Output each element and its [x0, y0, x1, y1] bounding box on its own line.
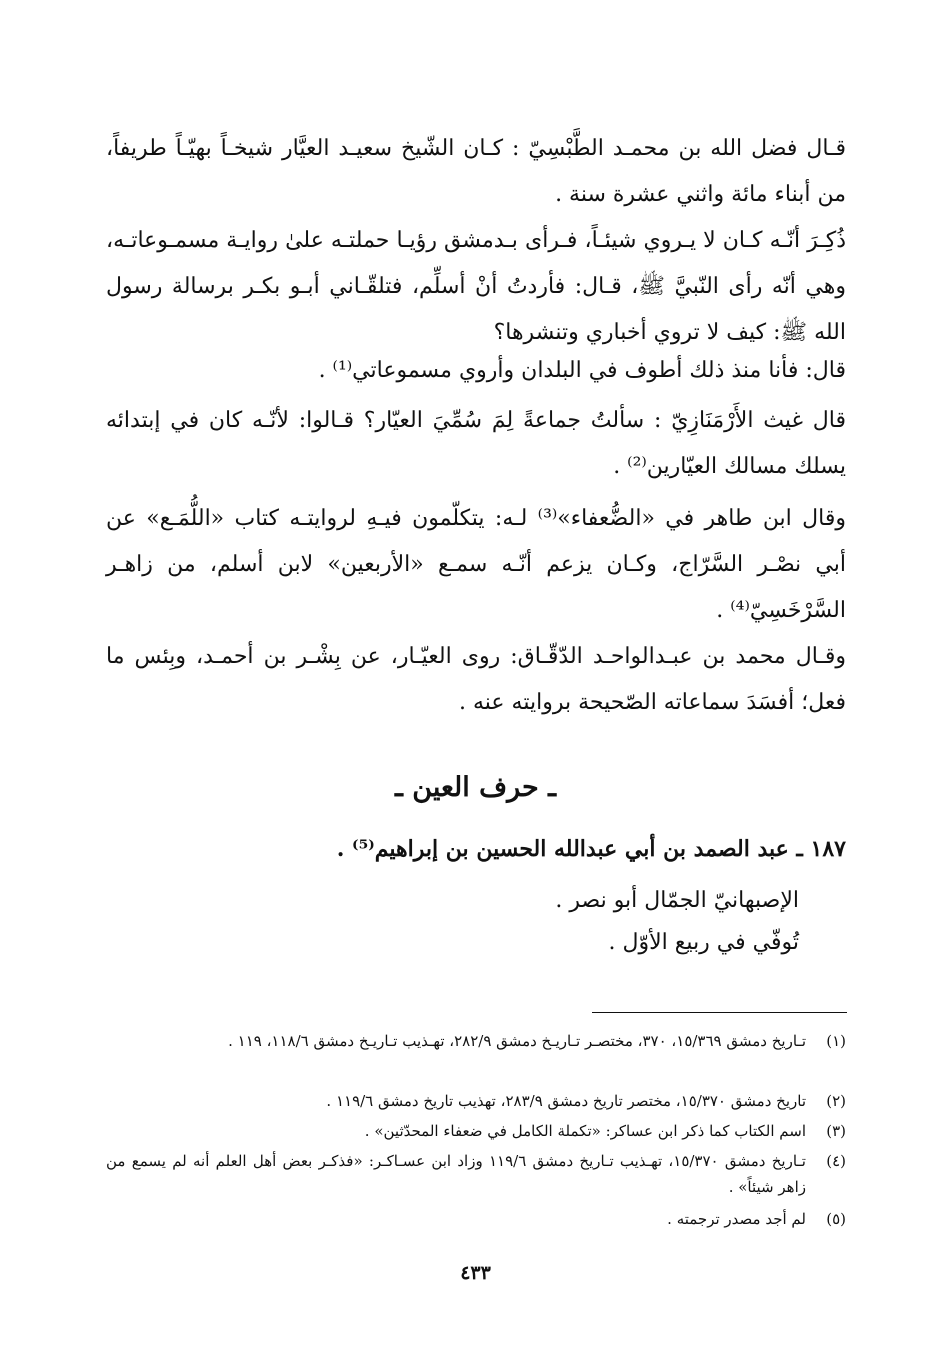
footnote-number: (١): [826, 1032, 846, 1050]
footnote-3: [106, 1118, 846, 1144]
paragraph-ghayth-armanazi: قال غيث الأَرْمَنَازِيّ : سألتُ جماعةً لِمَ سُمِّيَ العيّار؟ قـالوا: لأنّـه كان في إبتدائه يسلك مسالك العيّارين⁽²⁾ .: [106, 408, 846, 479]
footnote-number: (٣): [826, 1122, 846, 1140]
footnote-1: [106, 1028, 846, 1054]
footnote-text: تـاريخ دمشق ١٥/٣٧٠، تهـذيب تـاريخ دمشق ١١٩/٦ وزاد ابن عسـاكـر: «فذكـر بعض أهل العلم أنه لم يسمع من زاهر شيئاً» .: [106, 1152, 806, 1196]
paragraph-ibn-tahir: وقال ابن طاهر في «الضُّعفاء»⁽³⁾ لـه: يتكلّمون فيـهِ لروايتـه كتاب «اللُّمَـع» عن أبي نصْـر السَّرّاج، وكـان يزعم أنّـه سمـع «الأربعين» لابن أسلم، من زاهـر السَّرْخَسِيّ⁽⁴⁾ .: [106, 506, 846, 623]
footnote-4: [106, 1148, 846, 1200]
paragraph-travel: قال: فأنا منذ ذلك أطوف في البلدان وأروي مسموعاتي⁽¹⁾ .: [318, 358, 846, 383]
entry-187-title: ١٨٧ ـ عبد الصمد بن أبي عبدالله الحسين بن إبراهيم⁽⁵⁾ .: [336, 836, 846, 862]
entry-187-nisba: الإصبهانيّ الجمّال أبو نصر .: [555, 888, 799, 913]
footnote-text: لم أجد مصدر ترجمته .: [667, 1210, 806, 1228]
footnote-number: (٥): [826, 1210, 846, 1228]
footnote-5: [106, 1206, 846, 1232]
paragraph-fadl-allah: قـال فضل الله بن محمـد الطَّبْسِيّ : كـان الشّيخ سعيـد العيَّار شيخـاً بهيّـاً طريفاً، من أبناء مائة واثني عشرة سنة .: [106, 136, 846, 207]
footnote-text: اسم الكتاب كما ذكر ابن عساكر: «تكملة الكامل في ضعفاء المحدّثين» .: [364, 1122, 806, 1140]
footnote-text: تـاريخ دمشق ١٥/٣٦٩، ٣٧٠، مختصـر تـاريـخ دمشق ٢٨٢/٩، تهـذيب تـاريـخ دمشق ١١٨/٦، ١١٩ .: [228, 1032, 806, 1050]
section-heading-ayn: ـ حرف العين ـ: [394, 772, 557, 803]
paragraph-dream-narrative: ذُكِـرَ أنّـه كـان لا يـروي شيئـاً، فـرأى بـدمشق رؤيـا حملتـه علىٰ روايـة مسمـوعاتـه، وهي أنّه رأى النّبيَّ ﷺ، قـال: فأردتُ أنْ أسلِّم، فتلقّـاني أبـو بكـر برسالة رسول الله ﷺ: كيف لا تروي أخباري وتنشرها؟: [106, 228, 846, 345]
footnote-text: تاريخ دمشق ١٥/٣٧٠، مختصر تاريخ دمشق ٢٨٣/٩، تهذيب تاريخ دمشق ١١٩/٦ .: [326, 1092, 806, 1110]
entry-187-death: تُوفّي في ربيع الأوّل .: [608, 930, 799, 955]
footnote-2: [106, 1088, 846, 1114]
paragraph-daqqaq: وقـال محمد بن عبـدالواحـد الدّقّـاق: روى العيّـار، عن بِشْـر بن أحمـد، وبِئس ما فعل؛ أفسَدَ سماعاته الصّحيحة بروايته عنه .: [106, 644, 846, 715]
footnote-divider: [592, 1012, 847, 1013]
footnote-number: (٢): [826, 1092, 846, 1110]
footnote-number: (٤): [826, 1152, 846, 1170]
page-number: ٤٣٣: [460, 1262, 491, 1284]
